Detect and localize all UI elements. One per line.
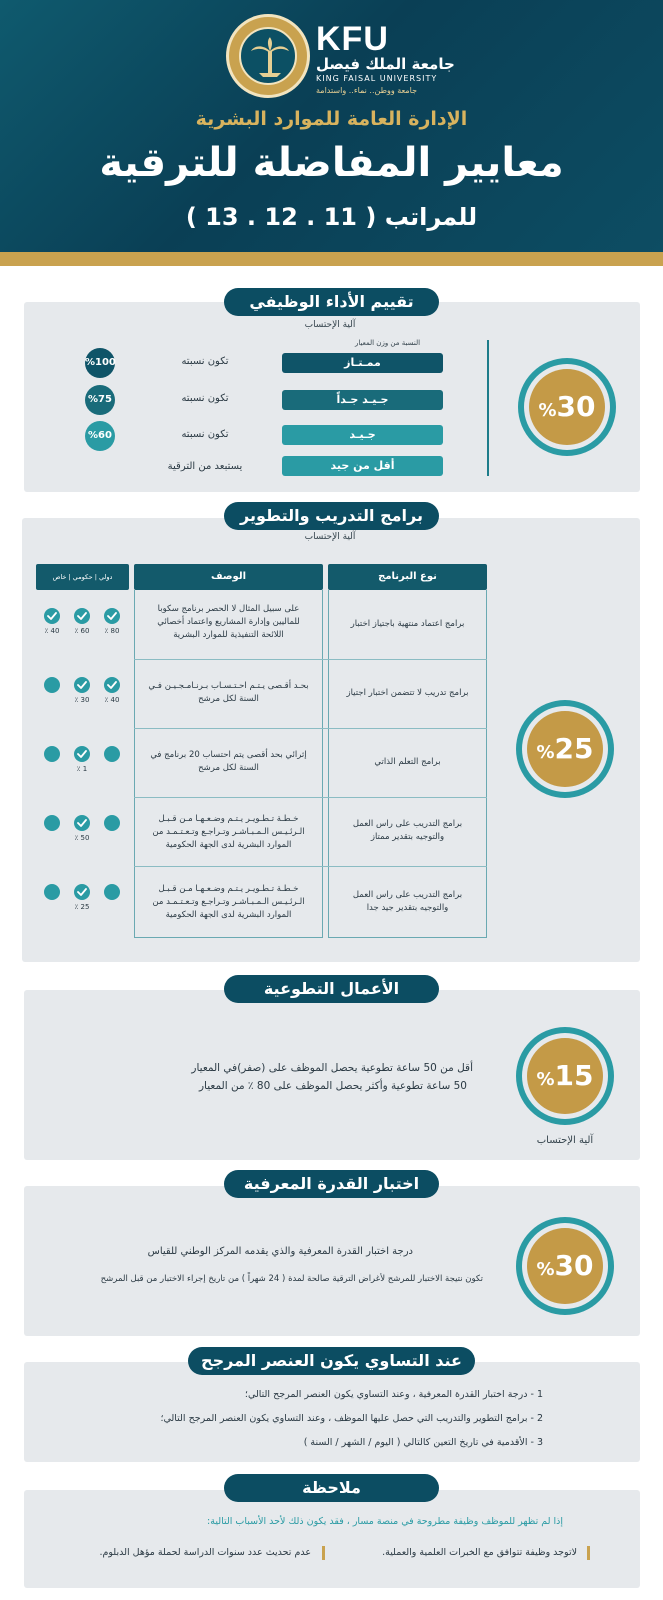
grade-good: جـيـد xyxy=(282,425,443,445)
volunteer-percent-ring: %15 xyxy=(516,1027,614,1125)
training-percent-ring: %25 xyxy=(516,700,614,798)
source-percent-label: 25 ٪ xyxy=(74,903,90,911)
source-percent-label: 40 ٪ xyxy=(44,627,60,635)
program-desc-cell: خـطـة تـطـويـر يـتـم وضـعـهـا مـن قـبـل الـرئـيـس الـمـبـاشـر وتـراجـع وتـعـتـمـد من الموارد البشرية لدى الجهة الحكومية xyxy=(152,884,305,920)
note-reason-2-marker xyxy=(322,1546,325,1560)
program-type-cell: برامج التعلم الذاتي xyxy=(374,757,441,767)
check-icon-international xyxy=(104,677,120,693)
check-icon-government xyxy=(74,746,90,762)
source-percent-label: 80 ٪ xyxy=(104,627,120,635)
note-reason-1: لاتوجد وظيفة تتوافق مع الخبرات العلمية والعملية. xyxy=(382,1547,577,1558)
page-title: معايير المفاضلة للترقية xyxy=(99,140,564,186)
grade-good-badge: %60 xyxy=(85,421,115,451)
weight-note: النسبة من وزن المعيار xyxy=(354,339,421,347)
note-reason-2: عدم تحديث عدد سنوات الدراسة لحملة مؤهل الدبلوم. xyxy=(99,1547,311,1558)
row-divider xyxy=(134,797,487,798)
grade-very-good-note: تكون نسبته xyxy=(181,393,229,404)
performance-heading: تقييم الأداء الوظيفي xyxy=(224,288,439,316)
check-icon-government xyxy=(74,815,90,831)
grade-excellent-note: تكون نسبته xyxy=(181,356,229,367)
volunteer-weight: 15 xyxy=(554,1059,594,1092)
check-icon-international xyxy=(104,608,120,624)
training-mechanism-label: آلية الإحتساب xyxy=(304,532,356,542)
training-heading: برامج التدريب والتطوير xyxy=(224,502,439,530)
training-weight: 25 xyxy=(554,732,594,765)
palm-icon xyxy=(241,29,299,87)
note-reason-1-marker xyxy=(587,1546,590,1560)
brand-logo-text: KFU xyxy=(316,20,389,58)
source-percent-label: 60 ٪ xyxy=(74,627,90,635)
check-icon-private xyxy=(44,608,60,624)
program-desc-cell: إثرائي بحد أقصى يتم احتساب 20 برنامج في السنة لكل مرشح xyxy=(150,750,307,773)
source-percent-label: 50 ٪ xyxy=(74,834,90,842)
performance-mechanism-label: آلية الإحتساب xyxy=(304,320,356,330)
header-banner xyxy=(0,0,663,252)
check-icon-government xyxy=(74,677,90,693)
grade-good-note: تكون نسبته xyxy=(181,429,229,440)
cognitive-percent-ring: %30 xyxy=(516,1217,614,1315)
volunteer-line-2: 50 ساعة تطوعية وأكثر يحصل الموظف على 80 ٪ من المعيار xyxy=(198,1080,467,1092)
empty-dot-icon-private xyxy=(44,884,60,900)
note-intro: إذا لم تظهر للموظف وظيفة مطروحة في منصة مسار ، فقد يكون ذلك لأحد الأسباب التالية: xyxy=(207,1516,563,1527)
row-divider xyxy=(134,866,487,867)
program-type-cell: برامج تدريب لا تتضمن اختبار اجتياز xyxy=(346,688,469,698)
volunteer-line-1: أقل من 50 ساعة تطوعية يحصل الموظف على (صفر)في المعيار xyxy=(191,1062,473,1074)
tie-heading: عند التساوي يكون العنصر المرجح xyxy=(188,1347,475,1375)
check-icon-government xyxy=(74,608,90,624)
program-type-cell: برامج التدريب على راس العمل والتوجيه بتقدير جيد جدا xyxy=(352,890,463,913)
program-desc-cell: خـطـة تـطـويـر يـتـم وضـعـهـا مـن قـبـل الـرئـيـس الـمـبـاشـر وتـراجـع وتـعـتـمـد من الموارد البشرية لدى الجهة الحكومية xyxy=(152,814,305,850)
university-motto: جامعة ووطن.. نماء.. واستدامة xyxy=(316,86,418,95)
header-divider xyxy=(0,252,663,266)
cognitive-line-2: تكون نتيجة الاختبار للمرشح لأغراض الترقية صالحة لمدة ( 24 شهراً ) من تاريخ إجراء الاختبار من قبل المرشح xyxy=(100,1274,483,1284)
tie-item-1: 1 - درجة اختبار القدرة المعرفية ، وعند التساوي يكون العنصر المرجح التالي؛ xyxy=(244,1389,543,1400)
source-percent-label: 30 ٪ xyxy=(74,696,90,704)
empty-dot-icon-international xyxy=(104,815,120,831)
empty-dot-icon-private xyxy=(44,746,60,762)
grade-below-good: أقل من جيد xyxy=(282,456,443,476)
column-header-desc: الوصف xyxy=(134,564,323,590)
university-name-en: KING FAISAL UNIVERSITY xyxy=(316,74,438,83)
university-seal-logo xyxy=(226,14,310,98)
note-heading: ملاحظة xyxy=(224,1474,439,1502)
grade-excellent: ممـتـاز xyxy=(282,353,443,373)
grade-excellent-badge: %100 xyxy=(85,348,115,378)
university-name-ar: جامعة الملك فيصل xyxy=(316,55,455,73)
cognitive-heading: اختبار القدرة المعرفية xyxy=(224,1170,439,1198)
page-subtitle: للمراتب ( 11 . 12 . 13 ) xyxy=(185,203,478,231)
empty-dot-icon-private xyxy=(44,677,60,693)
performance-weight: 30 xyxy=(556,390,596,423)
column-header-source: دولي | حكومي | خاص xyxy=(36,564,129,590)
grade-very-good: جـيـد جـداً xyxy=(282,390,443,410)
empty-dot-icon-private xyxy=(44,815,60,831)
grade-very-good-badge: %75 xyxy=(85,385,115,415)
volunteer-mechanism-label: آلية الإحتساب xyxy=(536,1135,594,1146)
empty-dot-icon-international xyxy=(104,746,120,762)
source-percent-label: 1 ٪ xyxy=(76,765,88,773)
program-desc-cell: على سبيل المثال لا الحصر برنامج سكوبا للماليين وإدارة المشاريع واعتماد أخصائي اللائحة التنفيذية للموارد البشرية xyxy=(157,604,300,640)
program-type-cell: برامج التدريب على راس العمل والتوجيه بتقدير ممتاز xyxy=(352,819,463,842)
tie-item-2: 2 - برامج التطوير والتدريب التي حصل عليها الموظف ، وعند التساوي يكون العنصر المرجح التالي؛ xyxy=(160,1413,543,1424)
performance-divider xyxy=(487,340,489,476)
check-icon-government xyxy=(74,884,90,900)
program-desc-cell: بحـد أقـصى يـتـم احـتـسـاب بـرنـامـجـيـن فـي السنة لكل مرشح xyxy=(148,681,309,704)
tie-item-3: 3 - الأقدمية في تاريخ التعين كالتالي ( اليوم / الشهر / السنة ) xyxy=(303,1437,543,1448)
row-divider xyxy=(134,659,487,660)
grade-below-good-note: يستبعد من الترقية xyxy=(167,461,243,472)
volunteer-heading: الأعمال التطوعية xyxy=(224,975,439,1003)
column-header-type: نوع البرنامج xyxy=(328,564,487,590)
source-percent-label: 40 ٪ xyxy=(104,696,120,704)
row-divider xyxy=(134,728,487,729)
department-name: الإدارة العامة للموارد البشرية xyxy=(195,108,468,130)
cognitive-weight: 30 xyxy=(554,1249,594,1282)
note-panel xyxy=(24,1490,640,1588)
program-type-cell: برامج اعتماد منتهية باجتياز اختبار xyxy=(350,619,465,629)
performance-percent-ring: %30 xyxy=(518,358,616,456)
empty-dot-icon-international xyxy=(104,884,120,900)
cognitive-line-1: درجة اختبار القدرة المعرفية والذي يقدمه المركز الوطني للقياس xyxy=(147,1246,413,1257)
